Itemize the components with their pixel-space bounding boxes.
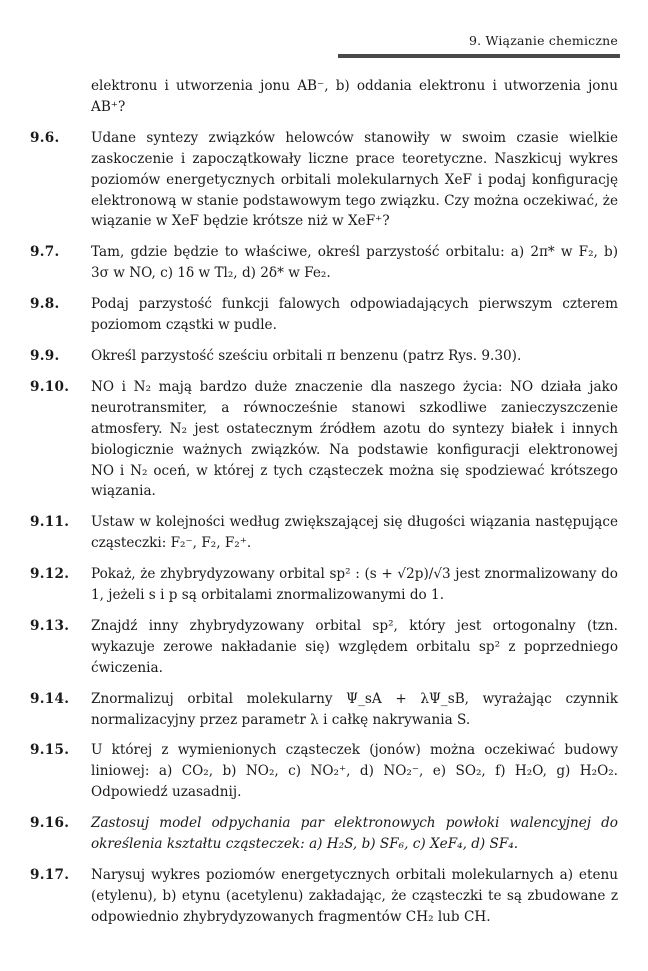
exercise-9-7 <box>30 242 618 284</box>
exercise-text: Udane syntezy związków helowców stanowiły w swoim czasie wielkie zaskoczenie i zapoczątkowały liczne prace teoretyczne. Naszkicuj wykres poziomów energetycznych orbitali molekularnych XeF i podaj konfigurację elektronową w stanie podstawowym tego związku. Czy można oczekiwać, że wiązanie w XeF będzie krótsze niż w XeF⁺? <box>91 129 618 230</box>
exercise-number: 9.8. <box>30 296 60 313</box>
exercise-9-14 <box>30 689 618 731</box>
exercise-text: Zastosuj model odpychania par elektronowych powłoki walencyjnej do określenia kształtu cząsteczek: a) H₂S, b) SF₆, c) XeF₄, d) SF₄. <box>91 815 618 853</box>
exercise-9-16 <box>30 813 618 855</box>
exercise-list <box>30 76 618 938</box>
exercise-text: Pokaż, że zhybrydyzowany orbital sp² : (s + √2p)/√3 jest znormalizowany do 1, jeżeli s i p są orbitalami znormalizowanymi do 1. <box>91 566 618 604</box>
header-rule <box>338 54 620 58</box>
exercise-number: 9.9. <box>30 347 60 364</box>
exercise-number: 9.15. <box>30 742 70 759</box>
exercise-number: 9.7. <box>30 244 60 261</box>
exercise-9-6 <box>30 128 618 233</box>
exercise-number: 9.16. <box>30 815 70 832</box>
exercise-text: Określ parzystość sześciu orbitali π benzenu (patrz Rys. 9.30). <box>91 347 522 364</box>
exercise-text: Ustaw w kolejności według zwiększającej się długości wiązania następujące cząsteczki: F₂⁻, F₂, F₂⁺. <box>91 514 618 552</box>
exercise-text: Znormalizuj orbital molekularny Ψ_sA + λΨ_sB, wyrażając czynnik normalizacyjny przez parametr λ i całkę nakrywania S. <box>91 690 618 728</box>
exercise-continuation <box>30 76 618 118</box>
exercise-text: Znajdź inny zhybrydyzowany orbital sp², który jest ortogonalny (tzn. wykazuje zerowe nakładanie się) względem orbitalu sp² z poprzedniego ćwiczenia. <box>91 617 618 676</box>
exercise-9-11 <box>30 512 618 554</box>
exercise-9-10 <box>30 377 618 502</box>
exercise-text: elektronu i utworzenia jonu AB⁻, b) oddania elektronu i utworzenia jonu AB⁺? <box>91 78 618 115</box>
exercise-text: Podaj parzystość funkcji falowych odpowiadających pierwszym czterem poziomom cząstki w pudle. <box>91 296 618 334</box>
exercise-9-13 <box>30 616 618 679</box>
exercise-9-15 <box>30 740 618 803</box>
running-header: 9. Wiązanie chemiczne <box>469 33 618 48</box>
exercise-number: 9.10. <box>30 378 70 395</box>
exercise-number: 9.14. <box>30 690 70 707</box>
exercise-number: 9.17. <box>30 867 70 883</box>
exercise-9-8 <box>30 294 618 336</box>
exercise-text: NO i N₂ mają bardzo duże znaczenie dla naszego życia: NO działa jako neurotransmiter, a równocześnie stanowi szkodliwe zanieczyszczenie atmosfery. N₂ jest ostatecznym źródłem azotu do syntezy białek i innych biologicznie ważnych związków. Na podstawie konfiguracji elektronowej NO i N₂ oceń, w której z tych cząsteczek można się spodziewać krótszego wiązania. <box>91 378 618 500</box>
exercise-number: 9.13. <box>30 617 70 634</box>
exercise-number: 9.12. <box>30 566 70 583</box>
exercise-number: 9.11. <box>30 514 70 531</box>
exercise-9-9 <box>30 346 618 367</box>
exercise-number: 9.6. <box>30 129 60 146</box>
exercise-text: U której z wymienionych cząsteczek (jonów) można oczekiwać budowy liniowej: a) CO₂, b) NO₂, c) NO₂⁺, d) NO₂⁻, e) SO₂, f) H₂O, g) H₂O₂. Odpowiedź uzasadnij. <box>91 742 618 801</box>
exercise-9-12 <box>30 564 618 606</box>
exercise-text: Narysuj wykres poziomów energetycznych orbitali molekularnych a) etenu (etylenu), b) etynu (acetylenu) zakładając, że cząsteczki te są zbudowane z odpowiednio zhybrydyzowanych fragmentów CH₂ lub CH. <box>91 867 618 925</box>
exercise-9-17 <box>30 865 618 928</box>
exercise-text: Tam, gdzie będzie to właściwe, określ parzystość orbitalu: a) 2π* w F₂, b) 3σ w NO, c) 1δ w Tl₂, d) 2δ* w Fe₂. <box>91 244 618 282</box>
